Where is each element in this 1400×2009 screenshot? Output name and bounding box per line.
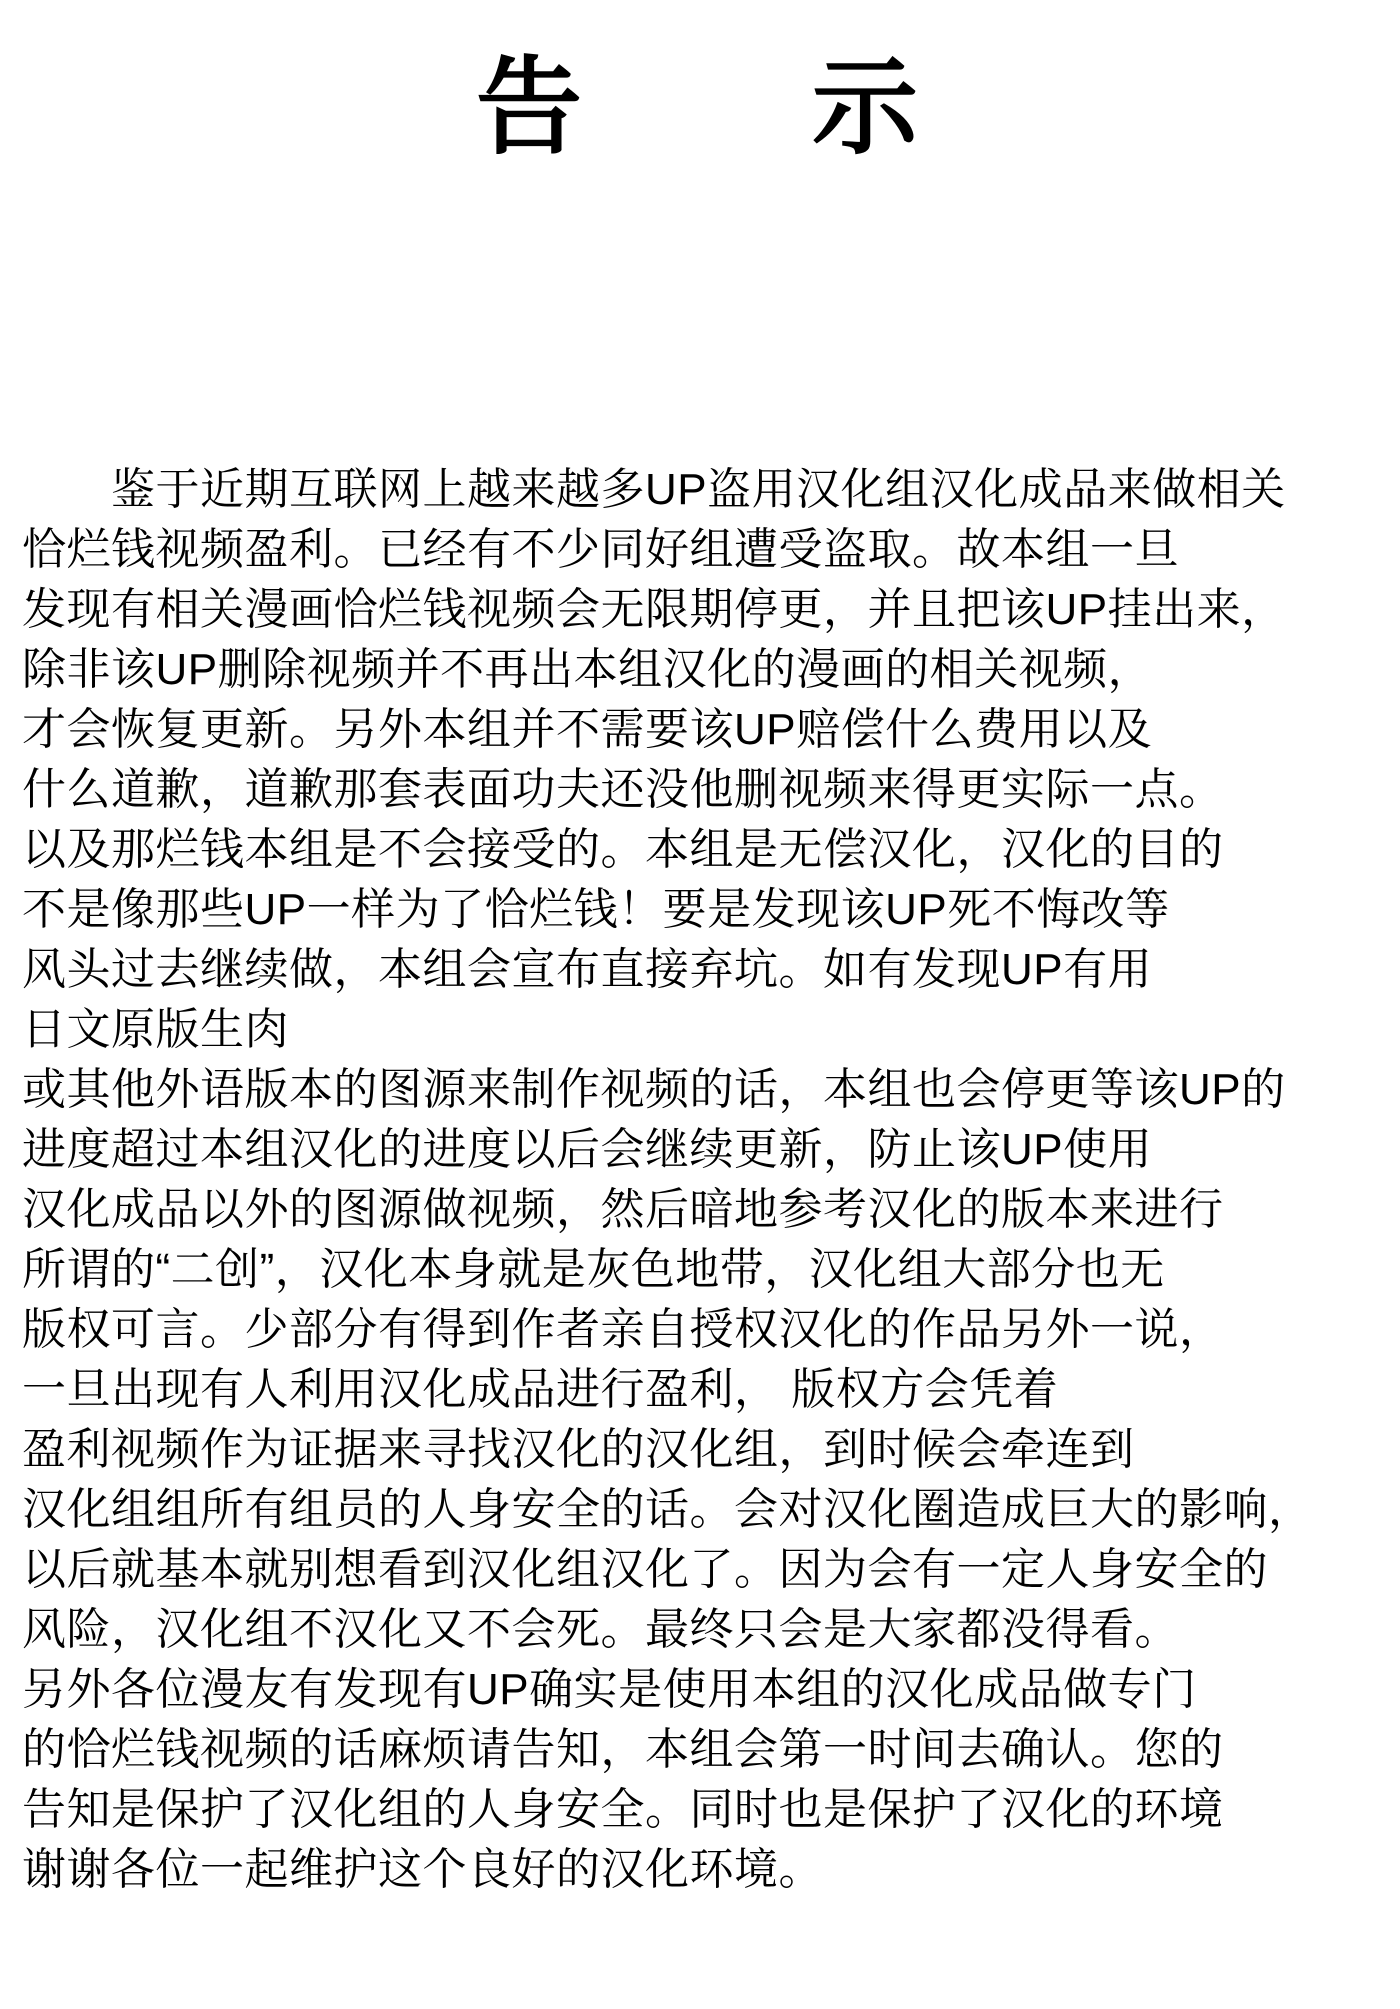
notice-line: 鉴于近期互联网上越来越多UP盗用汉化组汉化成品来做相关 [22,465,1286,514]
notice-line: 汉化成品以外的图源做视频，然后暗地参考汉化的版本来进行 [22,1185,1224,1234]
notice-line: 或其他外语版本的图源来制作视频的话，本组也会停更等该UP的 [22,1065,1286,1114]
notice-line: 所谓的“二创”，汉化本身就是灰色地带，汉化组大部分也无 [22,1245,1165,1294]
notice-line: 谢谢各位一起维护这个良好的汉化环境。 [22,1845,823,1894]
notice-line: 另外各位漫友有发现有UP确实是使用本组的汉化成品做专门 [22,1665,1197,1714]
notice-line: 不是像那些UP一样为了恰烂钱！要是发现该UP死不悔改等 [22,885,1170,934]
notice-line: 日文原版生肉 [22,1005,289,1054]
notice-line: 以后就基本就别想看到汉化组汉化了。因为会有一定人身安全的 [22,1545,1268,1594]
notice-line: 一旦出现有人利用汉化成品进行盈利， 版权方会凭着 [22,1365,1059,1414]
notice-line: 发现有相关漫画恰烂钱视频会无限期停更，并且把该UP挂出来， [22,585,1286,634]
notice-line: 版权可言。少部分有得到作者亲自授权汉化的作品另外一说， [22,1305,1224,1354]
notice-line: 除非该UP删除视频并不再出本组汉化的漫画的相关视频， [22,645,1153,694]
notice-line: 恰烂钱视频盈利。已经有不少同好组遭受盗取。故本组一旦 [22,525,1179,574]
notice-line: 风头过去继续做，本组会宣布直接弃坑。如有发现UP有用 [22,945,1153,994]
notice-line: 的恰烂钱视频的话麻烦请告知，本组会第一时间去确认。您的 [22,1725,1224,1774]
notice-line: 风险，汉化组不汉化又不会死。最终只会是大家都没得看。 [22,1605,1179,1654]
notice-body [22,460,1384,1900]
notice-line: 进度超过本组汉化的进度以后会继续更新，防止该UP使用 [22,1125,1153,1174]
notice-line: 以及那烂钱本组是不会接受的。本组是无偿汉化，汉化的目的 [22,825,1224,874]
notice-line: 什么道歉，道歉那套表面功夫还没他删视频来得更实际一点。 [22,765,1224,814]
page-title: 告 示 [476,49,924,167]
notice-line: 才会恢复更新。另外本组并不需要该UP赔偿什么费用以及 [22,705,1153,754]
notice-line: 告知是保护了汉化组的人身安全。同时也是保护了汉化的环境 [22,1785,1224,1834]
notice-line: 汉化组组所有组员的人身安全的话。会对汉化圈造成巨大的影响， [22,1485,1313,1534]
notice-line: 盈利视频作为证据来寻找汉化的汉化组，到时候会牵连到 [22,1425,1135,1474]
